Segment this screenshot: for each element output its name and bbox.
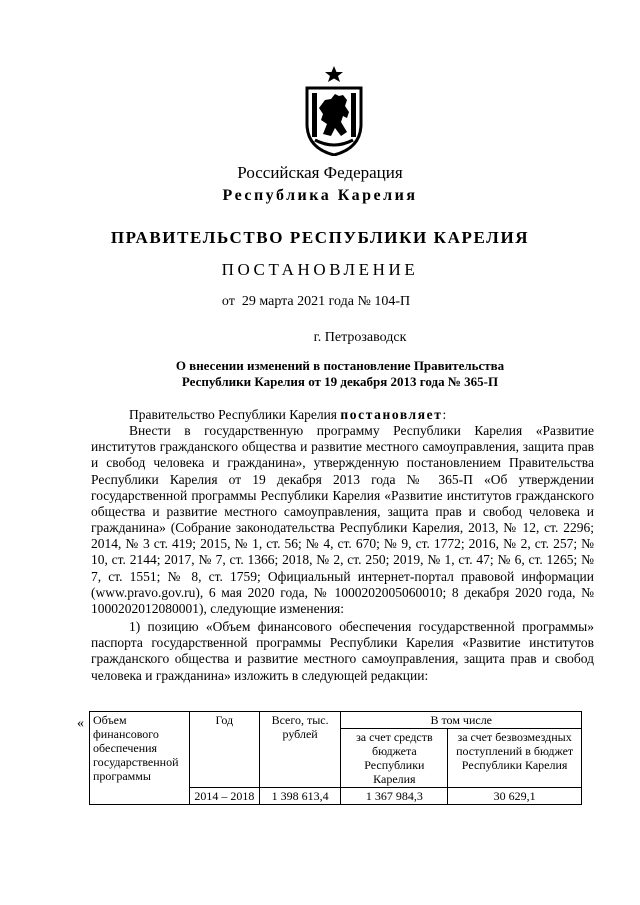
- karelia-coat-of-arms: [303, 66, 365, 156]
- header-grants: за счет безвозмездных поступлений в бюджет Республики Карелия: [448, 729, 582, 788]
- header-including: В том числе: [341, 712, 582, 729]
- table-header-row: [90, 712, 582, 729]
- header-year: Год: [189, 712, 259, 788]
- title-line-2: Республики Карелия от 19 декабря 2013 года № 365-П: [181, 374, 499, 389]
- intro-prefix: Правительство Республики Карелия: [129, 407, 341, 422]
- document-body: [91, 407, 594, 684]
- title-line-1: О внесении изменений в постановление Правительства: [175, 358, 505, 373]
- paragraph-2: 1) позицию «Объем финансового обеспечения государственной программы» паспорта государственной программы Республики Карелия «Развитие институтов гражданского общества и развитие местного самоуправления, защита прав и свобод человека и гражданина» изложить в следующей редакции:: [91, 619, 594, 683]
- header-total: Всего, тыс. рублей: [259, 712, 341, 788]
- intro-verb: постановляет: [340, 407, 443, 422]
- star-icon: [325, 66, 343, 82]
- cell-year: 2014 – 2018: [189, 788, 259, 805]
- intro-suffix: :: [442, 407, 447, 422]
- republic-name: Республика Карелия: [222, 187, 418, 204]
- header-budget: за счет средств бюджета Республики Карелия: [341, 729, 448, 788]
- document-date-number: от 29 марта 2021 года № 104-П: [221, 294, 411, 309]
- intro-paragraph: [91, 407, 594, 423]
- cell-budget: 1 367 984,3: [341, 788, 448, 805]
- open-quote: «: [77, 716, 84, 731]
- document-title: [20, 358, 640, 390]
- government-name: ПРАВИТЕЛЬСТВО РЕСПУБЛИКИ КАРЕЛИЯ: [110, 228, 530, 247]
- cell-grants: 30 629,1: [448, 788, 582, 805]
- paragraph-1: Внести в государственную программу Республики Карелия «Развитие институтов гражданского общества и развитие местного самоуправления, защита прав и свобод человека и гражданина», утвержденную постановлением Правительства Республики Карелия от 19 декабря 2013 года № 365-П «Об утверждении государственной программы Республики Карелия «Развитие институтов гражданского общества и развитие местного самоуправления, защита прав и свобод человека и гражданина» (Собрание законодательства Республики Карелия, 2013, № 12, ст. 2296; 2014, № 3 ст. 419; 2015, № 1, ст. 56; № 4, ст. 670; № 9, ст. 1772; 2016, № 2, ст. 257; № 10, ст. 2144; 2017, № 7, ст. 1366; 2018, № 2, ст. 250; 2019, № 1, ст. 47; № 6, ст. 1265; № 7, ст. 1551; № 8, ст. 1759; Официальный интернет-портал правовой информации (www.pravo.gov.ru), 6 мая 2020 года, № 1000202005060010; 8 декабря 2020 года, № 1000202012080001), следующие изменения:: [91, 423, 594, 616]
- document-city: г. Петрозаводск: [313, 330, 407, 345]
- document-type: ПОСТАНОВЛЕНИЕ: [221, 260, 419, 279]
- financing-table: [89, 711, 582, 805]
- row-label-cell: Объем финансового обеспечения государственной программы: [90, 712, 190, 805]
- country-name: Российская Федерация: [237, 163, 403, 182]
- cell-total: 1 398 613,4: [259, 788, 341, 805]
